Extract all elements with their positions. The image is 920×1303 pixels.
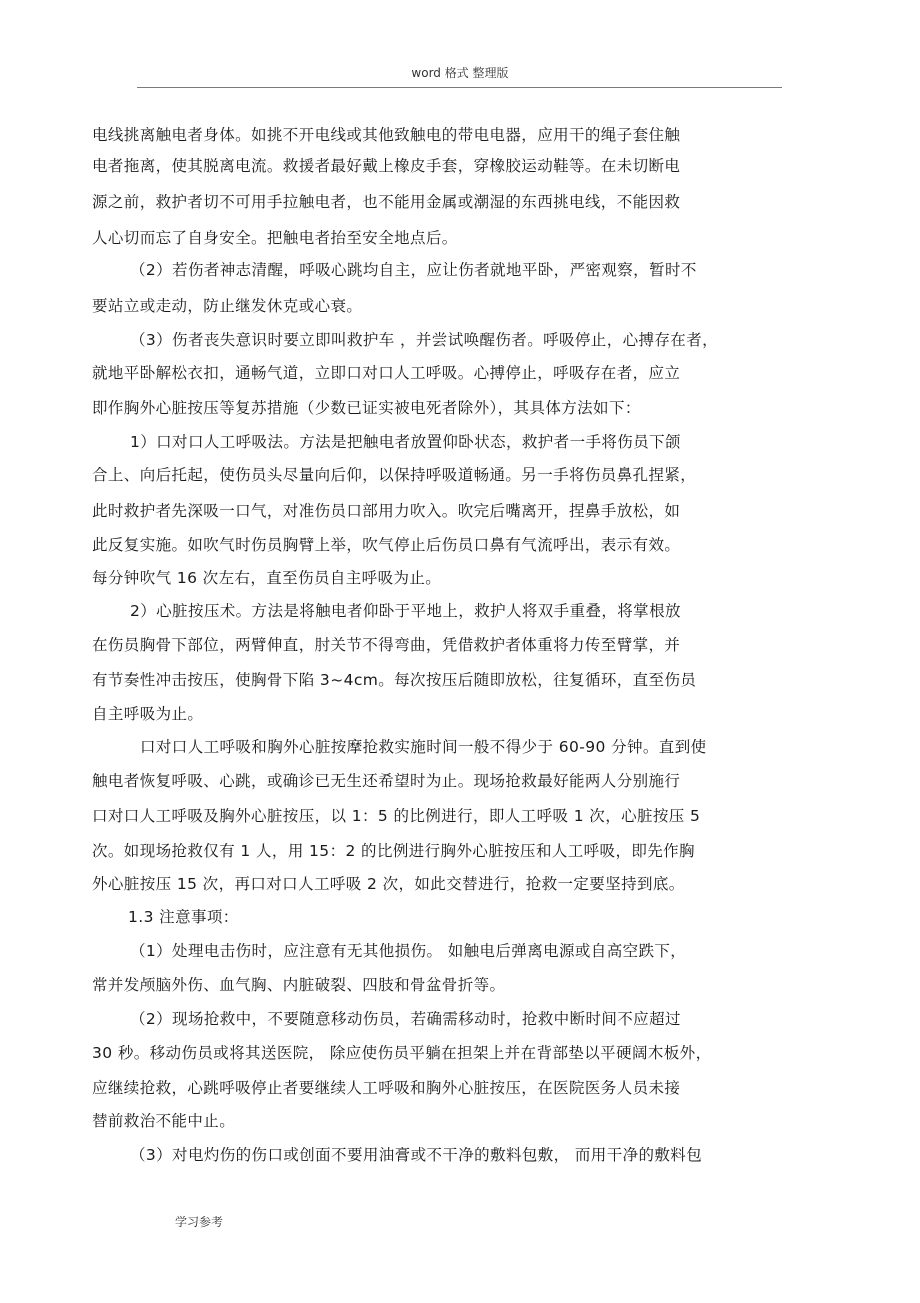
text-line: 人心切而忘了自身安全。把触电者抬至安全地点后。	[92, 229, 458, 247]
text-line: 即作胸外心脏按压等复苏措施（少数已证实被电死者除外），其具体方法如下：	[92, 399, 641, 417]
text-line: （3）伤者丧失意识时要立即叫救护车 ，并尝试唤醒伤者。呼吸停止，心搏存在者，	[130, 331, 718, 349]
text-line: 在伤员胸骨下部位，两臂伸直，肘关节不得弯曲，凭借救护者体重将力传至臂掌，并	[92, 636, 681, 654]
text-line: 应继续抢救，心跳呼吸停止者要继续人工呼吸和胸外心脏按压，在医院医务人员未接	[92, 1079, 681, 1097]
text-line: 电线挑离触电者身体。如挑不开电线或其他致触电的带电电器，应用干的绳子套住触	[92, 126, 681, 144]
text-line: 2）心脏按压术。方法是将触电者仰卧于平地上，救护人将双手重叠，将掌根放	[130, 602, 681, 620]
text-line: （2）若伤者神志清醒，呼吸心跳均自主，应让伤者就地平卧，严密观察，暂时不	[130, 261, 697, 279]
text-line: （2）现场抢救中，不要随意移动伤员，若确需移动时，抢救中断时间不应超过	[130, 1010, 681, 1028]
text-line: 此反复实施。如吹气时伤员胸臂上举，吹气停止后伤员口鼻有气流呼出，表示有效。	[92, 536, 681, 554]
text-line: 源之前，救护者切不可用手拉触电者，也不能用金属或潮湿的东西挑电线，不能因救	[92, 193, 681, 211]
text-line: 次。如现场抢救仅有 1 人，用 15：2 的比例进行胸外心脏按压和人工呼吸，即先作胸	[92, 842, 695, 860]
text-line: 触电者恢复呼吸、心跳，或确诊已无生还希望时为止。现场抢救最好能两人分别施行	[92, 772, 681, 790]
text-line: 电者拖离，使其脱离电流。救援者最好戴上橡皮手套，穿橡胶运动鞋等。在未切断电	[92, 157, 681, 175]
text-line: 自主呼吸为止。	[92, 705, 204, 723]
text-line: 常并发颅脑外伤、血气胸、内脏破裂、四肢和骨盆骨折等。	[92, 976, 506, 994]
text-line: （1）处理电击伤时，应注意有无其他损伤。 如触电后弹离电源或自高空跌下，	[130, 942, 687, 960]
section-heading: 1.3 注意事项：	[128, 908, 239, 926]
text-line: 每分钟吹气 16 次左右，直至伤员自主呼吸为止。	[92, 569, 442, 587]
text-line: 就地平卧解松衣扣，通畅气道，立即口对口人工呼吸。心搏停止，呼吸存在者，应立	[92, 364, 681, 382]
text-line: 替前救治不能中止。	[92, 1112, 236, 1130]
page-footer: 学习参考	[175, 1215, 224, 1229]
text-line: 有节奏性冲击按压，使胸骨下陷 3~4cm。每次按压后随即放松，往复循环，直至伤员	[92, 671, 697, 689]
text-line: 外心脏按压 15 次，再口对口人工呼吸 2 次，如此交替进行，抢救一定要坚持到底。	[92, 875, 685, 893]
text-line: 1）口对口人工呼吸法。方法是把触电者放置仰卧状态，救护者一手将伤员下颌	[130, 433, 681, 451]
text-line: 此时救护者先深吸一口气，对准伤员口部用力吹入。吹完后嘴离开，捏鼻手放松，如	[92, 502, 681, 520]
text-line: 要站立或走动，防止继发休克或心衰。	[92, 297, 363, 315]
page-header: word 格式 整理版	[411, 66, 509, 80]
text-line: 口对口人工呼吸及胸外心脏按压，以 1：5 的比例进行，即人工呼吸 1 次，心脏按压 5	[92, 807, 701, 825]
text-line: （3）对电灼伤的伤口或创面不要用油膏或不干净的敷料包敷， 而用干净的敷料包	[130, 1146, 703, 1164]
text-line: 口对口人工呼吸和胸外心脏按摩抢救实施时间一般不得少于 60-90 分钟。直到使	[140, 738, 707, 756]
text-line: 30 秒。移动伤员或将其送医院， 除应使伤员平躺在担架上并在背部垫以平硬阔木板外，	[92, 1044, 712, 1062]
text-line: 合上、向后托起，使伤员头尽量向后仰，以保持呼吸道畅通。另一手将伤员鼻孔捏紧，	[92, 466, 697, 484]
